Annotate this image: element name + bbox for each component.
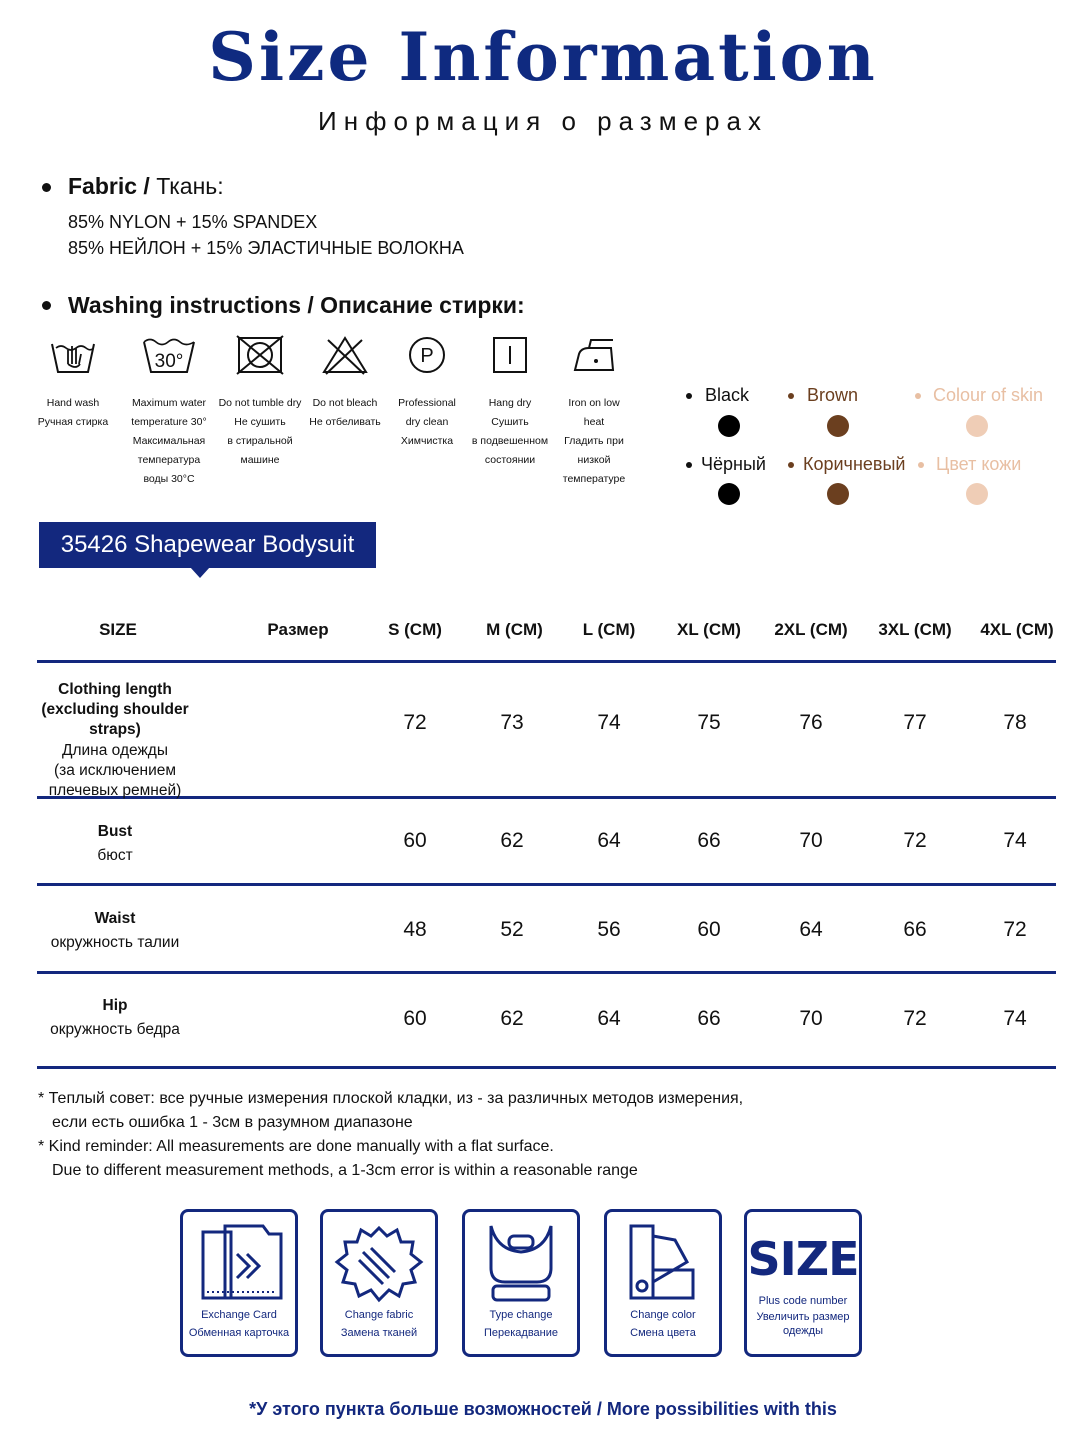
- fabric-composition-ru: 85% НЕЙЛОН + 15% ЭЛАСТИЧНЫЕ ВОЛОКНА: [68, 238, 464, 258]
- size-plus-button[interactable]: [744, 1209, 862, 1357]
- table-cell: 73: [500, 711, 524, 734]
- wash-label: Professional dry clean Химчистка: [398, 397, 456, 447]
- table-divider: [37, 883, 1056, 886]
- table-cell: 62: [500, 1007, 524, 1030]
- change-fabric-icon: [333, 1222, 425, 1306]
- row-label-waist: Waist окружность талии: [50, 910, 180, 951]
- note-en-line1: * Kind reminder: All measurements are done manually with a flat surface.: [38, 1138, 554, 1155]
- wash-item-no-bleach: [300, 334, 390, 432]
- color-skin-ru: Цвет кожи: [936, 454, 1022, 474]
- card-label-en: Type change: [489, 1309, 553, 1321]
- card-label-ru: Увеличить размер одежды: [756, 1311, 850, 1337]
- wash-label: Do not bleach Не отбеливать: [309, 397, 381, 428]
- table-header-2xl: 2XL (CM): [774, 620, 848, 639]
- wash-item-30: [124, 334, 214, 489]
- page-subtitle: Информация о размерах: [318, 106, 768, 136]
- table-header-razmer: Размер: [267, 620, 329, 639]
- hand-wash-icon: [48, 334, 98, 376]
- table-cell: 70: [799, 1007, 823, 1030]
- color-black-en: Black: [705, 385, 750, 405]
- color-brown-en: Brown: [807, 385, 859, 405]
- table-cell: 62: [500, 829, 524, 852]
- color-swatch-skin[interactable]: [966, 415, 988, 437]
- wash-label: Hand wash Ручная стирка: [37, 397, 109, 428]
- table-cell: 66: [697, 1007, 721, 1030]
- table-cell: 52: [500, 918, 524, 941]
- hang-dry-icon: [485, 334, 535, 376]
- table-header-m: M (CM): [486, 620, 543, 639]
- wash-item-dry-clean: [382, 334, 472, 451]
- table-cell: 74: [1003, 829, 1027, 852]
- change-color-button[interactable]: [604, 1209, 722, 1357]
- color-black-ru: Чёрный: [701, 454, 766, 474]
- wash-item-hand-wash: [28, 334, 118, 432]
- color-bullet-icon: [788, 462, 794, 468]
- card-label-en: Change fabric: [344, 1309, 414, 1321]
- color-swatch-brown[interactable]: [827, 415, 849, 437]
- row-label-clothing-length: Clothing length (excluding shoulder straps) Длина одежды (за исключением плечевых ремней): [41, 681, 189, 799]
- table-cell: 64: [597, 1007, 621, 1030]
- table-cell: 75: [697, 711, 721, 734]
- table-header-4xl: 4XL (CM): [980, 620, 1054, 639]
- card-label-en: Change color: [630, 1309, 696, 1321]
- color-bullet-icon: [686, 462, 692, 468]
- fabric-composition-en: 85% NYLON + 15% SPANDEX: [68, 212, 318, 232]
- table-cell: 72: [903, 829, 927, 852]
- table-header-s: S (CM): [388, 620, 442, 639]
- table-cell: 64: [597, 829, 621, 852]
- wash-label: Do not tumble dry Не сушить в стиральной машине: [218, 397, 302, 466]
- exchange-card-icon: [193, 1222, 285, 1306]
- color-bullet-icon: [788, 393, 794, 399]
- row-label-hip: Hip окружность бедра: [50, 997, 180, 1038]
- wash-30-icon: [140, 334, 198, 376]
- card-label-ru: Замена тканей: [340, 1327, 418, 1339]
- table-header-l: L (CM): [582, 620, 636, 639]
- note-en-line2: Due to different measurement methods, a 1-3cm error is within a reasonable range: [52, 1162, 638, 1179]
- dry-clean-text: P: [420, 345, 434, 367]
- wash-item-no-tumble: [215, 334, 305, 470]
- card-label-ru: Обменная карточка: [188, 1327, 290, 1339]
- dry-clean-icon: [402, 334, 452, 376]
- wash-label: Maximum water temperature 30° Максимальная температура воды 30°C: [131, 397, 207, 485]
- type-change-button[interactable]: [462, 1209, 580, 1357]
- no-bleach-icon: [320, 334, 370, 376]
- table-cell: 60: [403, 1007, 427, 1030]
- banner-pointer: [190, 567, 210, 578]
- color-swatch-black[interactable]: [718, 415, 740, 437]
- note-ru-line1: * Теплый совет: все ручные измерения плоской кладки, из - за различных методов измерения,: [38, 1090, 744, 1107]
- bullet-icon: [42, 183, 51, 192]
- color-skin-en: Colour of skin: [933, 385, 1044, 405]
- table-cell: 66: [697, 829, 721, 852]
- table-header-3xl: 3XL (CM): [878, 620, 952, 639]
- note-ru-line2: если есть ошибка 1 - 3см в разумном диапазоне: [52, 1114, 413, 1131]
- table-cell: 78: [1003, 711, 1027, 734]
- wash-label: Hang dry Сушить в подвешенном состоянии: [471, 397, 549, 466]
- table-divider: [37, 1066, 1056, 1069]
- bullet-icon: [42, 301, 51, 310]
- color-bullet-icon: [918, 462, 924, 468]
- table-cell: 60: [403, 829, 427, 852]
- table-cell: 77: [903, 711, 927, 734]
- card-label-en: Exchange Card: [201, 1309, 277, 1321]
- table-cell: 72: [903, 1007, 927, 1030]
- product-banner: 35426 Shapewear Bodysuit: [39, 522, 376, 568]
- color-swatch-skin[interactable]: [966, 483, 988, 505]
- washing-heading: Washing instructions / Описание стирки:: [68, 292, 525, 318]
- table-cell: 60: [697, 918, 721, 941]
- color-swatch-brown[interactable]: [827, 483, 849, 505]
- row-label-bust: Bust бюст: [97, 823, 133, 864]
- table-cell: 64: [799, 918, 823, 941]
- table-cell: 74: [1003, 1007, 1027, 1030]
- table-cell: 72: [1003, 918, 1027, 941]
- table-header-xl: XL (CM): [677, 620, 741, 639]
- type-change-icon: [475, 1222, 567, 1306]
- exchange-card-button[interactable]: [180, 1209, 298, 1357]
- wash-item-iron: [549, 334, 639, 489]
- color-bullet-icon: [686, 393, 692, 399]
- no-tumble-dry-icon: [235, 334, 285, 376]
- table-divider: [37, 660, 1056, 663]
- card-label-ru: Смена цвета: [630, 1327, 696, 1339]
- card-label-en: Plus code number: [758, 1295, 848, 1307]
- color-brown-ru: Коричневый: [803, 454, 906, 474]
- size-icon: SIZE: [747, 1232, 859, 1286]
- table-cell: 66: [903, 918, 927, 941]
- footer-note: *У этого пункта больше возможностей / More possibilities with this: [249, 1399, 837, 1419]
- change-color-icon: [617, 1222, 709, 1306]
- card-label-ru: Перекадвание: [483, 1327, 559, 1339]
- wash-label: Iron on low heat Гладить при низкой температуре: [562, 397, 626, 485]
- table-cell: 72: [403, 711, 427, 734]
- color-bullet-icon: [915, 393, 921, 399]
- change-fabric-button[interactable]: [320, 1209, 438, 1357]
- table-cell: 76: [799, 711, 823, 734]
- iron-low-icon: [569, 334, 619, 376]
- wash-30-text: 30°: [154, 351, 184, 372]
- table-cell: 48: [403, 918, 427, 941]
- page-title: Size Information: [208, 18, 878, 96]
- wash-item-hang-dry: [465, 334, 555, 470]
- color-swatch-black[interactable]: [718, 483, 740, 505]
- table-divider: [37, 971, 1056, 974]
- table-cell: 56: [597, 918, 621, 941]
- fabric-heading: Fabric / Ткань:: [68, 173, 224, 199]
- table-header-size: SIZE: [99, 620, 137, 639]
- table-cell: 74: [597, 711, 621, 734]
- table-cell: 70: [799, 829, 823, 852]
